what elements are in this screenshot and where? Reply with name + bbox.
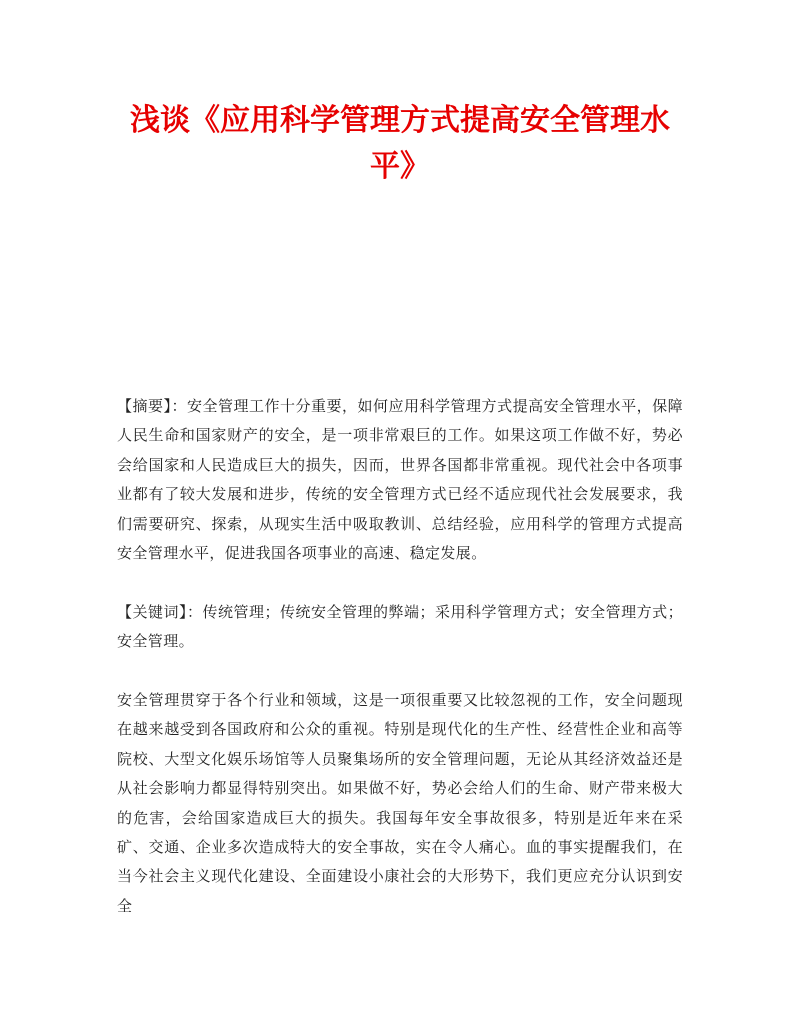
body-paragraph: 安全管理贯穿于各个行业和领域，这是一项很重要又比较忽视的工作，安全问题现在越来越受到各国政府和公众的重视。特别是现代化的生产性、经营性企业和高等院校、大型文化娱乐场馆等人员聚集场所的安全管理问题，无论从其经济效益还是从社会影响力都显得特别突出。如果做不好，势必会给人们的生命、财产带来极大的危害，会给国家造成巨大的损失。我国每年安全事故很多，特别是近年来在采矿、交通、企业多次造成特大的安全事故，实在令人痛心。血的事实提醒我们，在当今社会主义现代化建设、全面建设小康社会的大形势下，我们更应充分认识到安全 — [117, 691, 683, 915]
abstract-paragraph: 【摘要】：安全管理工作十分重要，如何应用科学管理方式提高安全管理水平，保障人民生命和国家财产的安全，是一项非常艰巨的工作。如果这项工作做不好，势必会给国家和人民造成巨大的损失，因而，世界各国都非常重视。现代社会中各项事业都有了较大发展和进步，传统的安全管理方式已经不适应现代社会发展要求，我们需要研究、探索，从现实生活中吸取教训、总结经验，应用科学的管理方式提高安全管理水平，促进我国各项事业的高速、稳定发展。 — [117, 397, 683, 563]
document-content — [117, 392, 683, 921]
keywords-paragraph: 【关键词】：传统管理；传统安全管理的弊端；采用科学管理方式；安全管理方式；安全管理。 — [117, 602, 683, 651]
document-title: 浅谈《应用科学管理方式提高安全管理水平》 — [130, 103, 670, 184]
